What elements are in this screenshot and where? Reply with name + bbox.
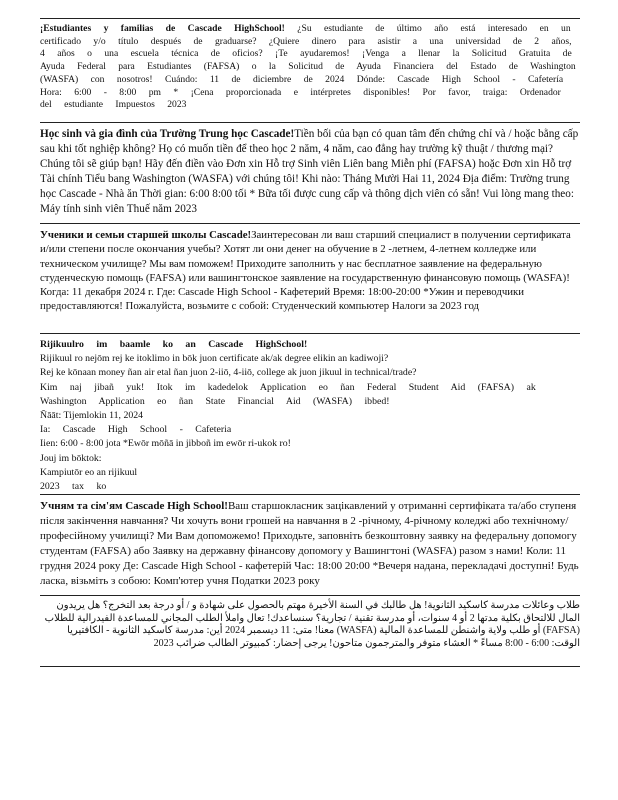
section-heading: ¡Estudiantes y familias de Cascade HighSchool! xyxy=(40,23,285,34)
section-spanish xyxy=(40,18,580,118)
section-line: Kim naj jibañ yuk! Itok im kadedelok Application eo ñan Federal Student Aid (FAFSA) ak Washington Application eo ñan State Financial Aid (WASFA) ibbed! xyxy=(40,381,536,407)
section-line: Rijikuul ro nejōm rej ke itoklimo in bōk juon certificate ak/ak degree elikin an kadiwoji? xyxy=(40,353,389,365)
section-line: Iien: 6:00 - 8:00 jota *Ewōr mōñā in jibboñ im ewōr ri-ukok ro! xyxy=(40,438,291,450)
section-russian xyxy=(40,223,580,329)
section-line: Rej ke kōnaan money ñan air etal ñan juon 2-iiō, 4-iiō, college ak juon jikuul in technical/trade? xyxy=(40,367,417,379)
section-body: Ваш старшокласник зацікавлений у отриманні сертифіката та/або ступеня після закінчення навчання? Чи хочуть вони грошей на навчання в 2 -річному, 4-річному коледжі або технічному/професійному училищі? Ми Вам допоможемо! Приходьте, заповніть безкоштовну заявку на федеральну допомогу студентам (FAFSA) або Заявку на державну фінансову допомогу у Вашингтоні (WASFA) разом з нами! Коли: 11 грудня 2024 року Де: Cascade High School - кафетерій Час: 18:00 20:00 *Вечеря надана, перекладачі доступні! Будь ласка, візьміть з собою: Комп'ютер учня Податки 2023 року xyxy=(40,500,579,587)
section-line: 2023 tax ko xyxy=(40,481,107,493)
section-line: Ia: Cascade High School - Cafeteria xyxy=(40,424,232,436)
section-marshallese xyxy=(40,333,580,493)
section-ukrainian xyxy=(40,494,580,591)
section-line: Jouj im bōktok: xyxy=(40,452,102,464)
section-body: Tiền bối của bạn có quan tâm đến chứng chỉ và / hoặc bằng cấp sau khi tốt nghiệp không? Họ có muốn tiền để theo học 2 năm, 4 năm, cao đẳng hay trường kỹ thuật / thương mại? Chúng tôi sẽ giúp bạn! Hãy đến điền vào Đơn xin Hỗ trợ Sinh viên Liên bang Miễn phí (FAFSA) hoặc Đơn xin Hỗ trợ Tài chính Tiểu bang Washington (WASFA) với chúng tôi! Khi nào: Tháng Mười Hai 11, 2024 Địa điểm: Trường trung học Cascade - Nhà ăn Thời gian: 6:00 8:00 tối * Bữa tối được cung cấp và thông dịch viên có sẵn! Vui lòng mang theo: Máy tính sinh viên Thuế năm 2023 xyxy=(40,128,579,215)
section-vietnamese xyxy=(40,122,580,219)
section-arabic xyxy=(40,595,580,667)
section-line: Kampiutōr eo an rijikuul xyxy=(40,466,138,478)
section-body: طلاب وعائلات مدرسة كاسكيد الثانوية! هل طالبك في السنة الأخيرة مهتم بالحصول على شهادة و / أو درجة بعد التخرج؟ هل يريدون المال للالتحاق بكلية مدتها 2 أو 4 سنوات، أو مدرسة تقنية / تجارية؟ سنساعدك! تعال واملأ الطلب المجاني للمساعدة الفيدرالية للطلاب (FAFSA) أو طلب ولاية واشنطن للمساعدة المالية (WASFA) معنا! متى: 11 ديسمبر 2024 أين: مدرسة كاسكيد الثانوية - الكافتيريا الوقت: 6:00 - 8:00 مساءً * العشاء متوفر والمترجمون متاحون! يرجى إحضار: كمبيوتر الطالب ضرائب 2023 xyxy=(44,600,580,649)
section-heading: Учням та сім'ям Cascade High School! xyxy=(40,500,228,512)
section-heading: Học sinh và gia đình của Trường Trung học Cascade! xyxy=(40,128,295,140)
section-body: Заинтересован ли ваш старший специалист в получении сертификата и/или степени после окончания учебы? Хотят ли они денег на обучение в 2 -летнем, 4-летнем колледже или техническом училище? Мы вам поможем! Приходите заполнить у нас бесплатное заявление на федеральную студенческую помощь (FAFSA) или вашингтонское заявление на государственную финансовую помощь (WASFA)! Когда: 11 декабря 2024 г. Где: Cascade High School - Кафетерий Время: 18:00-20:00 *Ужин и переводчики предоставляются! Пожалуйста, возьмите с собой: Студенческий компьютер Налоги за 2023 год xyxy=(40,229,571,313)
section-line: Ñāāt: Tijemlokin 11, 2024 xyxy=(40,410,144,422)
section-heading: Rijikuulro im baamle ko an Cascade HighSchool! xyxy=(40,339,308,350)
flyer-page xyxy=(40,18,580,667)
section-body: ¿Su estudiante de último año está interesado en un certificado y/o título después de graduarse? ¿Quiere dinero para asistir a una universidad de 2 años, 4 años o una escuela técnica de oficios? ¡Te ayudaremos! ¡Venga a llenar la Solicitud Gratuita de Ayuda Federal para Estudiantes (FAFSA) o la Solicitud de Ayuda Financiera del Estado de Washington (WASFA) con nosotros! Cuándo: 11 de diciembre de 2024 Dónde: Cascade High School - Cafetería Hora: 6:00 - 8:00 pm * ¡Cena proporcionada e intérpretes disponibles! Por favor, traiga: Ordenador del estudiante Impuestos 2023 xyxy=(40,23,576,111)
section-heading: Ученики и семьи старшей школы Cascade! xyxy=(40,229,252,241)
